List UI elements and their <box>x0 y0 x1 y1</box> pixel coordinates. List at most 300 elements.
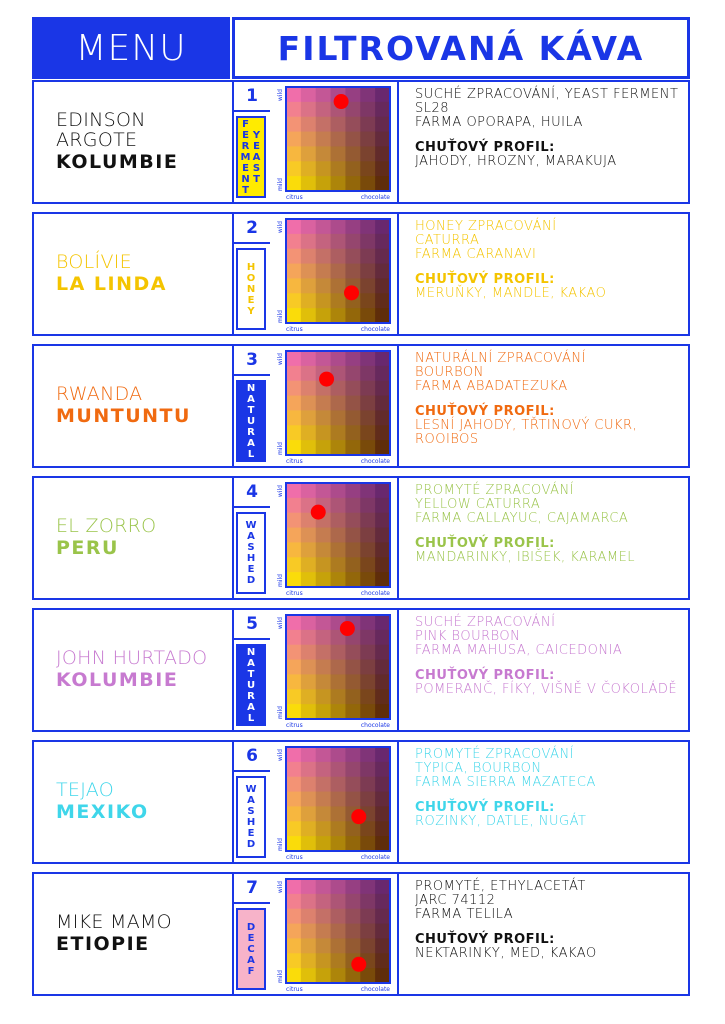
coffee-number: 1 <box>234 82 270 112</box>
menu-frame <box>32 17 690 1001</box>
flavor-grid-cell <box>286 747 301 762</box>
flavor-grid-cell <box>316 894 331 909</box>
flavor-grid-cell <box>316 102 331 117</box>
flavor-grid-cell <box>286 234 301 249</box>
coffee-origin <box>56 478 226 598</box>
flavor-grid-cell <box>345 777 360 792</box>
axis-label-citrus: citrus <box>286 854 303 861</box>
flavor-marker <box>351 809 366 824</box>
flavor-grid-cell <box>345 528 360 543</box>
flavor-grid-cell <box>331 176 346 191</box>
flavor-grid-cell <box>375 146 390 161</box>
flavor-grid-cell <box>316 747 331 762</box>
flavor-grid-cell <box>331 909 346 924</box>
flavor-grid-cell <box>331 278 346 293</box>
country-name: PERU <box>56 537 119 559</box>
flavor-grid-cell <box>301 557 316 572</box>
flavor-grid-cell <box>360 938 375 953</box>
profile-text: JAHODY, HROZNY, MARAKUJA <box>415 154 617 169</box>
number-column <box>234 82 270 202</box>
menu-header: MENU <box>32 17 230 79</box>
flavor-grid-cell <box>375 440 390 455</box>
flavor-grid-cell <box>301 161 316 176</box>
detail-line: HONEY ZPRACOVÁNÍ <box>415 219 557 234</box>
flavor-grid-cell <box>360 821 375 836</box>
detail-line: NATURÁLNÍ ZPRACOVÁNÍ <box>415 351 586 366</box>
flavor-grid-cell <box>286 645 301 660</box>
flavor-grid-cell <box>301 953 316 968</box>
flavor-grid-cell <box>331 747 346 762</box>
producer-name: JOHN HURTADO <box>56 647 208 669</box>
flavor-grid-cell <box>301 117 316 132</box>
flavor-grid-cell <box>345 762 360 777</box>
coffee-origin <box>56 346 226 466</box>
axis-label-wild: wild <box>277 353 284 366</box>
flavor-grid-cell <box>331 483 346 498</box>
detail-line: FARMA SIERRA MAZATECA <box>415 775 596 790</box>
flavor-grid-cell <box>360 747 375 762</box>
profile-text: MANDARINKY, IBIŠEK, KARAMEL <box>415 550 636 565</box>
flavor-grid-cell <box>301 762 316 777</box>
flavor-grid-cell <box>286 836 301 851</box>
flavor-grid-cell <box>286 483 301 498</box>
flavor-marker <box>344 285 359 300</box>
axis-label-mild: mild <box>277 970 284 983</box>
axis-label-wild: wild <box>277 89 284 102</box>
axis-label-mild: mild <box>277 442 284 455</box>
coffee-origin <box>56 874 226 994</box>
flavor-grid-cell <box>286 396 301 411</box>
flavor-grid-cell <box>360 557 375 572</box>
flavor-grid-cell <box>375 425 390 440</box>
coffee-number: 6 <box>234 742 270 772</box>
producer-name: MIKE MAMO <box>56 911 172 933</box>
flavor-grid-cell <box>316 821 331 836</box>
flavor-grid-cell <box>360 87 375 102</box>
coffee-details <box>415 352 685 447</box>
flavor-grid-cell <box>360 440 375 455</box>
flavor-grid-cell <box>331 968 346 983</box>
flavor-grid-cell <box>375 102 390 117</box>
flavor-grid-cell <box>301 410 316 425</box>
flavor-grid-cell <box>360 293 375 308</box>
detail-line: FARMA CARANAVI <box>415 247 537 262</box>
flavor-grid-cell <box>345 410 360 425</box>
detail-line: SUCHÉ ZPRACOVÁNÍ, YEAST FERMENT <box>415 87 679 102</box>
flavor-chart-svg <box>274 85 396 201</box>
flavor-grid-cell <box>286 879 301 894</box>
flavor-grid-cell <box>345 176 360 191</box>
flavor-grid-cell <box>331 513 346 528</box>
producer-name: EL ZORRO <box>56 515 157 537</box>
axis-label-mild: mild <box>277 178 284 191</box>
flavor-chart-svg <box>274 613 396 729</box>
coffee-details <box>415 748 685 829</box>
flavor-grid-cell <box>345 572 360 587</box>
flavor-grid-cell <box>316 762 331 777</box>
flavor-grid-cell <box>360 176 375 191</box>
flavor-grid-cell <box>301 234 316 249</box>
flavor-grid-cell <box>375 572 390 587</box>
flavor-grid-cell <box>331 234 346 249</box>
flavor-grid-cell <box>316 176 331 191</box>
flavor-grid-cell <box>331 264 346 279</box>
flavor-grid-cell <box>345 161 360 176</box>
coffee-number: 4 <box>234 478 270 508</box>
axis-label-citrus: citrus <box>286 458 303 465</box>
flavor-grid-cell <box>360 351 375 366</box>
flavor-grid-cell <box>375 249 390 264</box>
axis-label-chocolate: chocolate <box>360 194 390 201</box>
flavor-grid-cell <box>301 278 316 293</box>
flavor-grid-cell <box>286 219 301 234</box>
flavor-grid-cell <box>360 615 375 630</box>
flavor-grid-cell <box>360 704 375 719</box>
flavor-grid-cell <box>286 146 301 161</box>
flavor-grid-cell <box>345 542 360 557</box>
producer-name: RWANDA <box>56 383 143 405</box>
flavor-grid-cell <box>345 909 360 924</box>
flavor-grid-cell <box>286 351 301 366</box>
profile-text: NEKTARINKY, MED, KAKAO <box>415 946 597 961</box>
flavor-grid-cell <box>301 630 316 645</box>
detail-line: CATURRA <box>415 233 480 248</box>
flavor-grid-cell <box>345 117 360 132</box>
coffee-details <box>415 616 685 697</box>
number-column <box>234 346 270 466</box>
flavor-grid-cell <box>286 513 301 528</box>
process-tag <box>236 776 266 858</box>
flavor-grid-cell <box>360 146 375 161</box>
flavor-grid-cell <box>331 806 346 821</box>
profile-text: POMERANČ, FÍKY, VIŠNĚ V ČOKOLÁDĚ <box>415 682 678 697</box>
flavor-grid-cell <box>301 660 316 675</box>
flavor-chart-svg <box>274 877 396 993</box>
flavor-grid-cell <box>316 117 331 132</box>
flavor-grid-cell <box>360 630 375 645</box>
flavor-grid-cell <box>301 425 316 440</box>
flavor-grid-cell <box>375 806 390 821</box>
producer-name: BOLÍVIE <box>56 251 132 273</box>
detail-line: FARMA CALLAYUC, CAJAMARCA <box>415 511 629 526</box>
country-name: LA LINDA <box>56 273 167 295</box>
flavor-grid-cell <box>360 660 375 675</box>
flavor-grid-cell <box>301 219 316 234</box>
axis-label-mild: mild <box>277 574 284 587</box>
flavor-grid-cell <box>286 528 301 543</box>
flavor-grid-cell <box>301 176 316 191</box>
flavor-grid-cell <box>301 674 316 689</box>
country-name: MUNTUNTU <box>56 405 191 427</box>
flavor-grid-cell <box>375 821 390 836</box>
page-title: FILTROVANÁ KÁVA <box>232 17 690 79</box>
flavor-grid-cell <box>316 924 331 939</box>
flavor-grid-cell <box>345 425 360 440</box>
axis-label-mild: mild <box>277 838 284 851</box>
flavor-grid-cell <box>286 909 301 924</box>
flavor-grid-cell <box>360 924 375 939</box>
flavor-grid-cell <box>286 557 301 572</box>
flavor-grid-cell <box>331 879 346 894</box>
flavor-grid-cell <box>286 161 301 176</box>
axis-label-citrus: citrus <box>286 326 303 333</box>
coffee-origin <box>56 82 226 202</box>
flavor-grid-cell <box>375 938 390 953</box>
flavor-grid-cell <box>331 821 346 836</box>
flavor-grid-cell <box>345 351 360 366</box>
flavor-grid-cell <box>301 836 316 851</box>
flavor-grid-cell <box>316 410 331 425</box>
flavor-grid-cell <box>316 645 331 660</box>
flavor-grid-cell <box>345 704 360 719</box>
process-tag <box>236 512 266 594</box>
flavor-grid-cell <box>375 968 390 983</box>
flavor-grid-cell <box>360 161 375 176</box>
flavor-grid-cell <box>286 132 301 147</box>
flavor-chart <box>274 349 396 465</box>
flavor-grid-cell <box>331 249 346 264</box>
coffee-row <box>32 212 690 336</box>
flavor-chart-svg <box>274 745 396 861</box>
flavor-grid-cell <box>360 396 375 411</box>
flavor-marker <box>334 94 349 109</box>
number-column <box>234 478 270 598</box>
row-divider <box>397 610 399 730</box>
flavor-grid-cell <box>331 836 346 851</box>
profile-label: CHUŤOVÝ PROFIL: <box>415 536 555 551</box>
flavor-grid-cell <box>316 132 331 147</box>
row-divider <box>397 874 399 994</box>
flavor-grid-cell <box>375 513 390 528</box>
detail-line: FARMA MAHUSA, CAICEDONIA <box>415 643 623 658</box>
flavor-grid-cell <box>316 234 331 249</box>
coffee-number: 2 <box>234 214 270 244</box>
axis-label-citrus: citrus <box>286 986 303 993</box>
flavor-grid-cell <box>345 645 360 660</box>
flavor-grid-cell <box>331 762 346 777</box>
flavor-grid-cell <box>345 249 360 264</box>
flavor-grid-cell <box>316 542 331 557</box>
detail-line: SL28 <box>415 101 450 116</box>
flavor-grid-cell <box>316 792 331 807</box>
flavor-marker <box>340 621 355 636</box>
flavor-grid-cell <box>375 176 390 191</box>
flavor-grid-cell <box>301 704 316 719</box>
flavor-grid-cell <box>286 249 301 264</box>
flavor-marker <box>311 505 326 520</box>
flavor-grid-cell <box>375 747 390 762</box>
flavor-chart <box>274 877 396 993</box>
number-column <box>234 742 270 862</box>
axis-label-chocolate: chocolate <box>360 326 390 333</box>
flavor-grid-cell <box>286 968 301 983</box>
coffee-row <box>32 476 690 600</box>
axis-label-chocolate: chocolate <box>360 458 390 465</box>
detail-line: JARC 74112 <box>415 893 496 908</box>
flavor-grid-cell <box>360 894 375 909</box>
flavor-grid-cell <box>360 132 375 147</box>
flavor-grid-cell <box>331 146 346 161</box>
flavor-grid-cell <box>331 572 346 587</box>
process-tag-label: WASHED <box>245 520 257 586</box>
flavor-grid-cell <box>375 689 390 704</box>
flavor-grid-cell <box>375 410 390 425</box>
flavor-grid-cell <box>345 132 360 147</box>
flavor-grid-cell <box>301 689 316 704</box>
flavor-grid-cell <box>345 792 360 807</box>
flavor-grid-cell <box>286 542 301 557</box>
flavor-chart-svg <box>274 349 396 465</box>
detail-line: FARMA OPORAPA, HUILA <box>415 115 583 130</box>
flavor-grid-cell <box>331 528 346 543</box>
flavor-grid-cell <box>301 483 316 498</box>
flavor-grid-cell <box>316 953 331 968</box>
flavor-grid-cell <box>345 689 360 704</box>
axis-label-citrus: citrus <box>286 590 303 597</box>
flavor-grid-cell <box>331 293 346 308</box>
country-name: KOLUMBIE <box>56 669 179 691</box>
flavor-grid-cell <box>316 909 331 924</box>
flavor-grid-cell <box>316 660 331 675</box>
flavor-grid-cell <box>360 513 375 528</box>
flavor-grid-cell <box>316 249 331 264</box>
flavor-grid-cell <box>360 102 375 117</box>
flavor-grid-cell <box>375 792 390 807</box>
coffee-row <box>32 740 690 864</box>
process-tag-label: WASHED <box>245 784 257 850</box>
number-column <box>234 874 270 994</box>
flavor-grid-cell <box>331 645 346 660</box>
number-column <box>234 214 270 334</box>
coffee-details <box>415 880 685 961</box>
flavor-grid-cell <box>331 410 346 425</box>
flavor-grid-cell <box>331 351 346 366</box>
detail-line: FARMA ABADATEZUKA <box>415 379 568 394</box>
process-tag-label: NATURAL <box>245 382 257 460</box>
flavor-grid-cell <box>286 498 301 513</box>
flavor-grid-cell <box>286 572 301 587</box>
flavor-grid-cell <box>375 894 390 909</box>
flavor-grid-cell <box>301 615 316 630</box>
producer-name: TEJAO <box>56 779 114 801</box>
flavor-grid-cell <box>345 381 360 396</box>
flavor-grid-cell <box>345 366 360 381</box>
detail-line: SUCHÉ ZPRACOVÁNÍ <box>415 615 556 630</box>
flavor-grid-cell <box>360 234 375 249</box>
flavor-grid-cell <box>345 264 360 279</box>
row-divider <box>397 742 399 862</box>
process-tag <box>236 644 266 726</box>
country-name: ETIOPIE <box>56 933 150 955</box>
flavor-grid-cell <box>375 366 390 381</box>
axis-label-wild: wild <box>277 881 284 894</box>
flavor-grid-cell <box>286 630 301 645</box>
flavor-grid-cell <box>286 674 301 689</box>
flavor-grid-cell <box>301 747 316 762</box>
flavor-grid-cell <box>286 264 301 279</box>
profile-label: CHUŤOVÝ PROFIL: <box>415 932 555 947</box>
flavor-grid-cell <box>375 953 390 968</box>
flavor-grid-cell <box>331 132 346 147</box>
flavor-grid-cell <box>316 938 331 953</box>
country-name: MEXIKO <box>56 801 149 823</box>
axis-label-mild: mild <box>277 310 284 323</box>
flavor-grid-cell <box>316 146 331 161</box>
flavor-grid-cell <box>375 381 390 396</box>
coffee-row <box>32 872 690 996</box>
flavor-grid-cell <box>316 278 331 293</box>
flavor-grid-cell <box>345 498 360 513</box>
flavor-grid-cell <box>375 762 390 777</box>
flavor-grid-cell <box>345 513 360 528</box>
flavor-chart <box>274 217 396 333</box>
flavor-grid-cell <box>286 924 301 939</box>
flavor-grid-cell <box>301 293 316 308</box>
flavor-grid-cell <box>301 938 316 953</box>
flavor-grid-cell <box>375 161 390 176</box>
process-tag <box>236 248 266 330</box>
flavor-grid-cell <box>316 704 331 719</box>
flavor-grid-cell <box>375 836 390 851</box>
flavor-grid-cell <box>286 953 301 968</box>
detail-line: TYPICA, BOURBON <box>415 761 542 776</box>
flavor-chart-svg <box>274 217 396 333</box>
flavor-grid-cell <box>316 689 331 704</box>
flavor-grid-cell <box>375 278 390 293</box>
flavor-grid-cell <box>301 308 316 323</box>
coffee-row <box>32 80 690 204</box>
flavor-grid-cell <box>286 938 301 953</box>
flavor-grid-cell <box>331 660 346 675</box>
flavor-grid-cell <box>286 87 301 102</box>
flavor-grid-cell <box>375 498 390 513</box>
flavor-grid-cell <box>345 396 360 411</box>
profile-text: LESNÍ JAHODY, TŘTINOVÝ CUKR, ROOIBOS <box>415 418 638 447</box>
flavor-grid-cell <box>360 836 375 851</box>
flavor-grid-cell <box>375 879 390 894</box>
flavor-grid-cell <box>360 777 375 792</box>
detail-line: YELLOW CATURRA <box>415 497 541 512</box>
flavor-grid-cell <box>286 704 301 719</box>
profile-text: MERUŇKY, MANDLE, KAKAO <box>415 286 607 301</box>
flavor-grid-cell <box>375 674 390 689</box>
flavor-grid-cell <box>360 117 375 132</box>
coffee-number: 3 <box>234 346 270 376</box>
flavor-chart <box>274 481 396 597</box>
flavor-grid-cell <box>345 924 360 939</box>
flavor-grid-cell <box>331 117 346 132</box>
flavor-grid-cell <box>331 557 346 572</box>
flavor-marker <box>351 957 366 972</box>
profile-label: CHUŤOVÝ PROFIL: <box>415 668 555 683</box>
detail-line: PINK BOURBON <box>415 629 521 644</box>
flavor-grid-cell <box>360 762 375 777</box>
detail-line: BOURBON <box>415 365 484 380</box>
flavor-grid-cell <box>375 234 390 249</box>
flavor-grid-cell <box>331 938 346 953</box>
flavor-grid-cell <box>345 557 360 572</box>
flavor-grid-cell <box>331 674 346 689</box>
flavor-grid-cell <box>360 278 375 293</box>
flavor-grid-cell <box>360 366 375 381</box>
flavor-grid-cell <box>286 792 301 807</box>
flavor-grid-cell <box>316 968 331 983</box>
flavor-grid-cell <box>331 704 346 719</box>
flavor-grid-cell <box>301 440 316 455</box>
flavor-grid-cell <box>375 542 390 557</box>
flavor-grid-cell <box>360 674 375 689</box>
flavor-grid-cell <box>301 894 316 909</box>
